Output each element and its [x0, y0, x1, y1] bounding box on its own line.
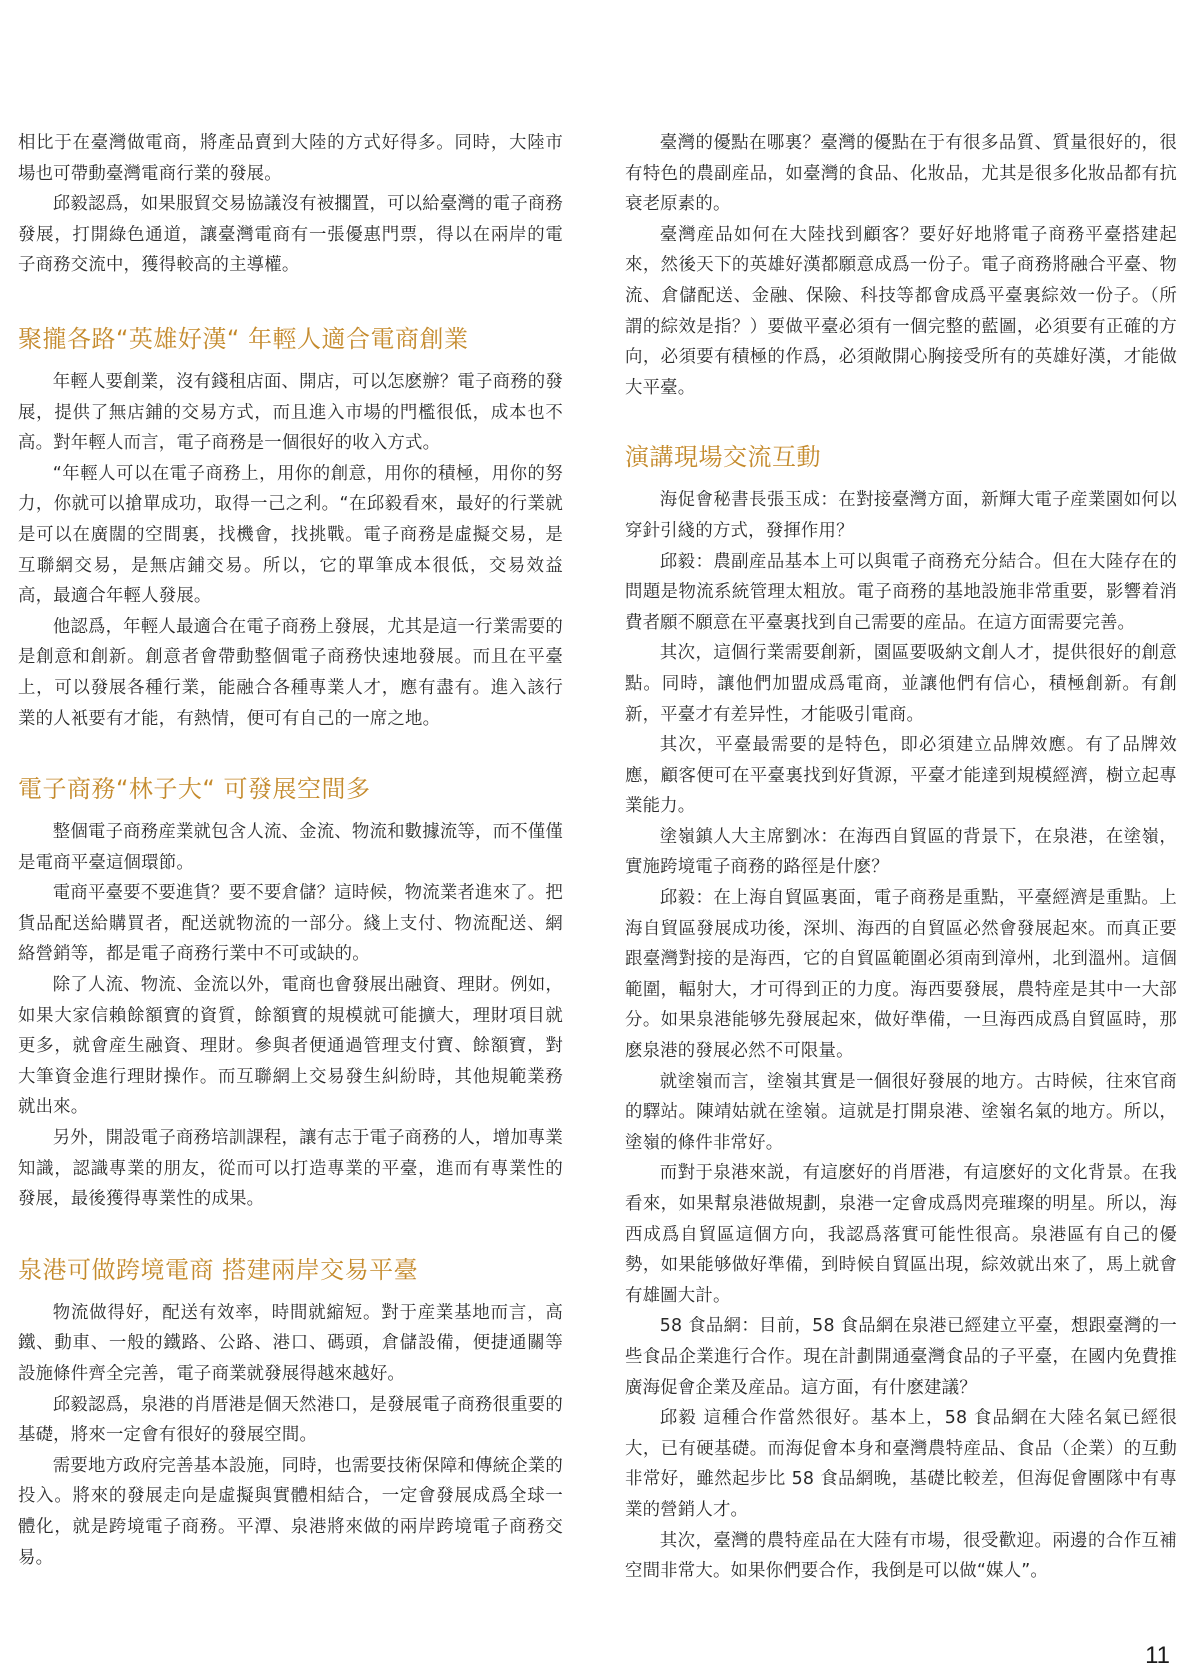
paragraph: 而對于泉港來説，有這麽好的肖厝港，有這麽好的文化背景。在我看來，如果幫泉港做規劃，泉港一定會成爲閃亮璀璨的明星。所以，海西成爲自貿區這個方向，我認爲落實可能性很高。泉港區有自己的優勢，如果能够做好準備，到時候自貿區出現，綜效就出來了，馬上就會有雄圖大計。 — [625, 1163, 1177, 1306]
paragraph: 邱毅認爲，如果服貿交易協議沒有被擱置，可以給臺灣的電子商務發展，打開綠色通道，讓臺灣電商有一張優惠門票，得以在兩岸的電子商務交流中，獲得較高的主導權。 — [18, 194, 563, 276]
paragraph: 整個電子商務産業就包含人流、金流、物流和數據流等，而不僅僅是電商平臺這個環節。 — [18, 822, 563, 873]
section-heading: 電子商務“林子大“ 可發展空間多 — [18, 775, 371, 804]
paragraph: 邱毅 這種合作當然很好。基本上，58 食品網在大陸名氣已經很大，已有硬基礎。而海促會本身和臺灣農特産品、食品（企業）的互動非常好，雖然起步比 58 食品網晚，基礎比較差，但海促會團隊中有專業的營銷人才。 — [625, 1408, 1177, 1520]
paragraph: 臺灣産品如何在大陸找到顧客？要好好地將電子商務平臺搭建起來，然後天下的英雄好漢都願意成爲一份子。電子商務將融合平臺、物流、倉儲配送、金融、保險、科技等都會成爲平臺裏綜效一份子。（所謂的綜效是指？）要做平臺必須有一個完整的藍圖，必須要有正確的方向，必須要有積極的作爲，必須敞開心胸接受所有的英雄好漢，才能做大平臺。 — [625, 224, 1177, 398]
paragraph: 其次，平臺最需要的是特色，即必須建立品牌效應。有了品牌效應，顧客便可在平臺裏找到好貨源，平臺才能達到規模經濟，樹立起專業能力。 — [625, 735, 1177, 817]
paragraph: 邱毅：在上海自貿區裏面，電子商務是重點，平臺經濟是重點。上海自貿區發展成功後，深圳、海西的自貿區必然會發展起來。而真正要跟臺灣對接的是海西，它的自貿區範圍必須南到漳州，北到溫州。這個範圍，輻射大，才可得到正的力度。海西要發展，農特産是其中一大部分。如果泉港能够先發展起來，做好準備，一旦海西成爲自貿區時，那麽泉港的發展必然不可限量。 — [625, 888, 1177, 1062]
section-heading: 聚攏各路“英雄好漢“ 年輕人適合電商創業 — [18, 324, 469, 353]
paragraph: 邱毅認爲，泉港的肖厝港是個天然港口，是發展電子商務很重要的基礎，將來一定會有很好的發展空間。 — [18, 1394, 563, 1446]
right-column — [625, 128, 1177, 1587]
paragraph: 需要地方政府完善基本設施，同時，也需要技術保障和傳統企業的投入。將來的發展走向是虛擬與實體相結合，一定會發展成爲全球一體化，就是跨境電子商務。平潭、泉港將來做的兩岸跨境電子商務交易。 — [18, 1455, 563, 1568]
paragraph: 其次，臺灣的農特産品在大陸有市場，很受歡迎。兩邊的合作互補空間非常大。如果你們要合作，我倒是可以做“媒人”。 — [625, 1530, 1177, 1582]
paragraph: 他認爲，年輕人最適合在電子商務上發展，尤其是這一行業需要的是創意和創新。創意者會帶動整個電子商務快速地發展。而且在平臺上，可以發展各種行業，能融合各種專業人才，應有盡有。進入該行業的人衹要有才能，有熱情，便可有自己的一席之地。 — [18, 616, 563, 729]
paragraph: 海促會秘書長張玉成：在對接臺灣方面，新輝大電子産業園如何以穿針引綫的方式，發揮作用？ — [625, 490, 1177, 541]
section-heading: 演講現場交流互動 — [625, 443, 821, 472]
paragraph: 其次，這個行業需要創新，園區要吸納文創人才，提供很好的創意點。同時，讓他們加盟成爲電商，並讓他們有信心，積極創新。有創新，平臺才有差异性，才能吸引電商。 — [625, 643, 1177, 725]
page-number: 11 — [1145, 1642, 1170, 1669]
paragraph: 除了人流、物流、金流以外，電商也會發展出融資、理財。例如，如果大家信賴餘額寶的資質，餘額寶的規模就可能擴大，理財項目就更多，就會産生融資、理財。參與者便通過管理支付寶、餘額寶，對大筆資金進行理財操作。而互聯網上交易發生糾紛時，其他規範業務就出來。 — [18, 975, 563, 1118]
section-heading: 泉港可做跨境電商 搭建兩岸交易平臺 — [18, 1255, 419, 1284]
paragraph: 相比于在臺灣做電商，將產品賣到大陸的方式好得多。同時，大陸市場也可帶動臺灣電商行業的發展。 — [18, 133, 563, 184]
paragraph: 另外，開設電子商務培訓課程，讓有志于電子商務的人，增加專業知識，認識專業的朋友，從而可以打造專業的平臺，進而有專業性的發展，最後獲得專業性的成果。 — [18, 1128, 563, 1210]
paragraph: 58 食品網：目前，58 食品網在泉港已經建立平臺，想跟臺灣的一些食品企業進行合作。現在計劃開通臺灣食品的子平臺，在國内免費推廣海促會企業及産品。這方面，有什麽建議？ — [625, 1316, 1177, 1398]
paragraph: “年輕人可以在電子商務上，用你的創意，用你的積極，用你的努力，你就可以搶單成功，取得一己之利。“在邱毅看來，最好的行業就是可以在廣闊的空間裏，找機會，找挑戰。電子商務是虛擬交易，是互聯網交易，是無店鋪交易。所以，它的單筆成本很低，交易效益高，最適合年輕人發展。 — [18, 463, 563, 607]
paragraph: 電商平臺要不要進貨？要不要倉儲？這時候，物流業者進來了。把貨品配送給購買者，配送就物流的一部分。綫上支付、物流配送、網絡營銷等，都是電子商務行業中不可或缺的。 — [18, 883, 563, 965]
left-column — [18, 128, 563, 1573]
paragraph: 物流做得好，配送有效率，時間就縮短。對于産業基地而言，高鐵、動車、一般的鐵路、公路、港口、碼頭，倉儲設備，便捷通關等設施條件齊全完善，電子商業就發展得越來越好。 — [18, 1302, 563, 1384]
paragraph: 臺灣的優點在哪裏？臺灣的優點在于有很多品質、質量很好的，很有特色的農副産品，如臺灣的食品、化妝品，尤其是很多化妝品都有抗衰老原素的。 — [625, 133, 1177, 215]
paragraph: 年輕人要創業，沒有錢租店面、開店，可以怎麽辦？電子商務的發展，提供了無店鋪的交易方式，而且進入市場的門檻很低，成本也不高。對年輕人而言，電子商務是一個很好的收入方式。 — [18, 371, 563, 454]
paragraph: 塗嶺鎮人大主席劉冰：在海西自貿區的背景下，在泉港，在塗嶺，實施跨境電子商務的路徑是什麽？ — [625, 826, 1177, 878]
paragraph: 就塗嶺而言，塗嶺其實是一個很好發展的地方。古時候，往來官商的驛站。陳靖姑就在塗嶺。這就是打開泉港、塗嶺名氣的地方。所以，塗嶺的條件非常好。 — [625, 1071, 1177, 1153]
paragraph: 邱毅：農副産品基本上可以與電子商務充分結合。但在大陸存在的問題是物流系統管理太粗放。電子商務的基地設施非常重要，影響着消費者願不願意在平臺裏找到自己需要的産品。在這方面需要完善。 — [625, 551, 1177, 633]
